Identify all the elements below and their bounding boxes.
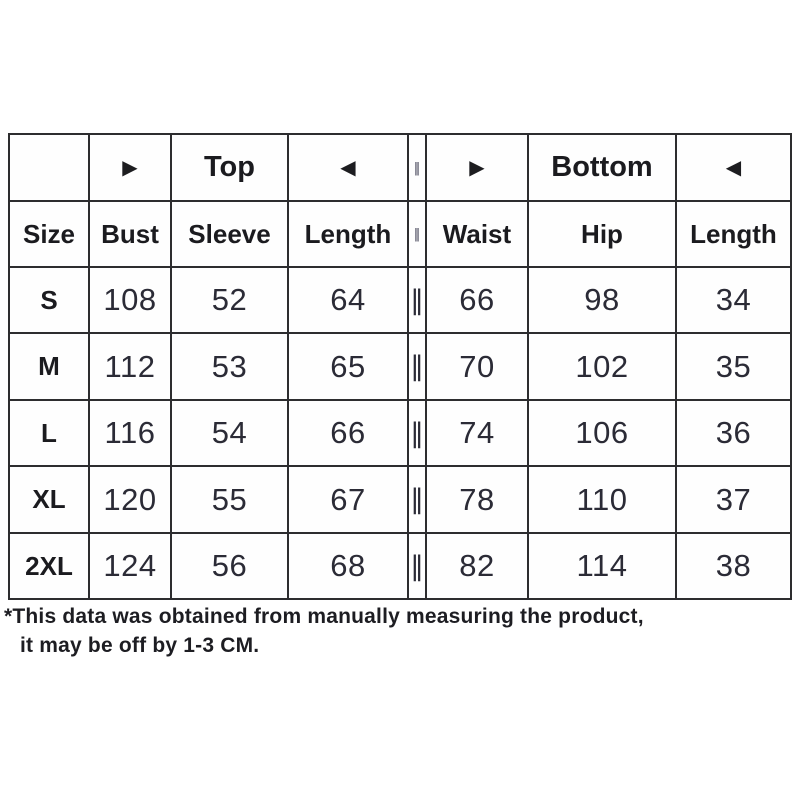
hip-cell: 98 — [528, 267, 676, 333]
sleeve-cell: 56 — [171, 533, 288, 599]
left-arrow-icon: ◀ — [725, 154, 742, 179]
sleeve-cell: 53 — [171, 333, 288, 400]
divider-cell — [408, 267, 426, 333]
divider-cell — [408, 400, 426, 466]
table-row-2xl — [9, 533, 791, 599]
top-length-cell: 66 — [288, 400, 408, 466]
top-length-cell: 65 — [288, 333, 408, 400]
size-cell — [9, 333, 89, 400]
top-end-cell — [288, 134, 408, 201]
table-row-m — [9, 333, 791, 400]
waist-cell: 70 — [426, 333, 528, 400]
bust-cell: 120 — [89, 466, 171, 533]
size-cell — [9, 466, 89, 533]
column-header-label: Hip — [581, 218, 623, 249]
right-arrow-icon: ▶ — [469, 154, 485, 179]
bust-cell: 112 — [89, 333, 171, 400]
top-start-cell — [89, 134, 171, 201]
bottom-end-cell — [676, 134, 791, 201]
group-header-row — [9, 134, 791, 201]
double-bar-icon: ‖ — [410, 351, 424, 382]
header-size-cell — [9, 201, 89, 267]
header-waist-cell — [426, 201, 528, 267]
size-label: L — [41, 417, 57, 448]
table-row-l — [9, 400, 791, 466]
divider-cell — [408, 333, 426, 400]
size-cell — [9, 400, 89, 466]
size-label: XL — [32, 484, 66, 514]
column-header-label: Length — [690, 218, 777, 249]
disclaimer-line-2: it may be off by 1-3 CM. — [20, 634, 260, 657]
divider-cell — [408, 134, 426, 201]
top-section-cell — [171, 134, 288, 201]
header-hip-cell — [528, 201, 676, 267]
column-header-label: Waist — [442, 218, 512, 249]
bottom-length-cell: 36 — [676, 400, 791, 466]
right-arrow-icon: ▶ — [122, 154, 138, 179]
hip-cell: 106 — [528, 400, 676, 466]
waist-cell: 78 — [426, 466, 528, 533]
column-header-label: Length — [304, 218, 392, 249]
divider-cell — [408, 466, 426, 533]
disclaimer-line-1: *This data was obtained from manually measuring the product, — [4, 605, 644, 628]
sleeve-cell: 55 — [171, 466, 288, 533]
bust-cell: 116 — [89, 400, 171, 466]
header-sleeve-cell — [171, 201, 288, 267]
measurement-disclaimer — [4, 602, 644, 660]
top-length-cell: 68 — [288, 533, 408, 599]
divider-cell — [408, 201, 426, 267]
header-bottom-length-cell — [676, 201, 791, 267]
size-label: M — [38, 351, 60, 381]
table-row-xl — [9, 466, 791, 533]
table-row-s — [9, 267, 791, 333]
double-bar-icon: ‖ — [410, 484, 424, 515]
top-length-cell: 67 — [288, 466, 408, 533]
size-cell — [9, 267, 89, 333]
bust-cell: 108 — [89, 267, 171, 333]
bottom-start-cell — [426, 134, 528, 201]
column-header-label: Size — [22, 218, 76, 249]
size-label: 2XL — [25, 550, 73, 581]
bottom-length-cell: 34 — [676, 267, 791, 333]
hip-cell: 114 — [528, 533, 676, 599]
corner-empty-cell — [9, 134, 89, 201]
top-length-cell: 64 — [288, 267, 408, 333]
column-header-label: Bust — [101, 218, 159, 249]
left-arrow-icon: ◀ — [340, 154, 356, 179]
double-bar-icon: ‖ — [413, 227, 421, 242]
double-bar-icon: ‖ — [413, 160, 421, 176]
top-section-label: Top — [204, 151, 255, 183]
size-chart-table — [8, 133, 792, 600]
hip-cell: 102 — [528, 333, 676, 400]
bottom-length-cell: 35 — [676, 333, 791, 400]
bottom-length-cell: 37 — [676, 466, 791, 533]
column-header-label: Sleeve — [188, 218, 271, 249]
header-top-length-cell — [288, 201, 408, 267]
bottom-section-label: Bottom — [551, 151, 653, 183]
bottom-length-cell: 38 — [676, 533, 791, 599]
divider-cell — [408, 533, 426, 599]
size-label: S — [40, 284, 58, 315]
size-cell — [9, 533, 89, 599]
double-bar-icon: ‖ — [410, 417, 424, 449]
waist-cell: 74 — [426, 400, 528, 466]
double-bar-icon: ‖ — [410, 284, 424, 316]
hip-cell: 110 — [528, 466, 676, 533]
sleeve-cell: 54 — [171, 400, 288, 466]
header-bust-cell — [89, 201, 171, 267]
column-header-row — [9, 201, 791, 267]
bust-cell: 124 — [89, 533, 171, 599]
bottom-section-cell — [528, 134, 676, 201]
waist-cell: 66 — [426, 267, 528, 333]
double-bar-icon: ‖ — [410, 550, 424, 582]
waist-cell: 82 — [426, 533, 528, 599]
sleeve-cell: 52 — [171, 267, 288, 333]
